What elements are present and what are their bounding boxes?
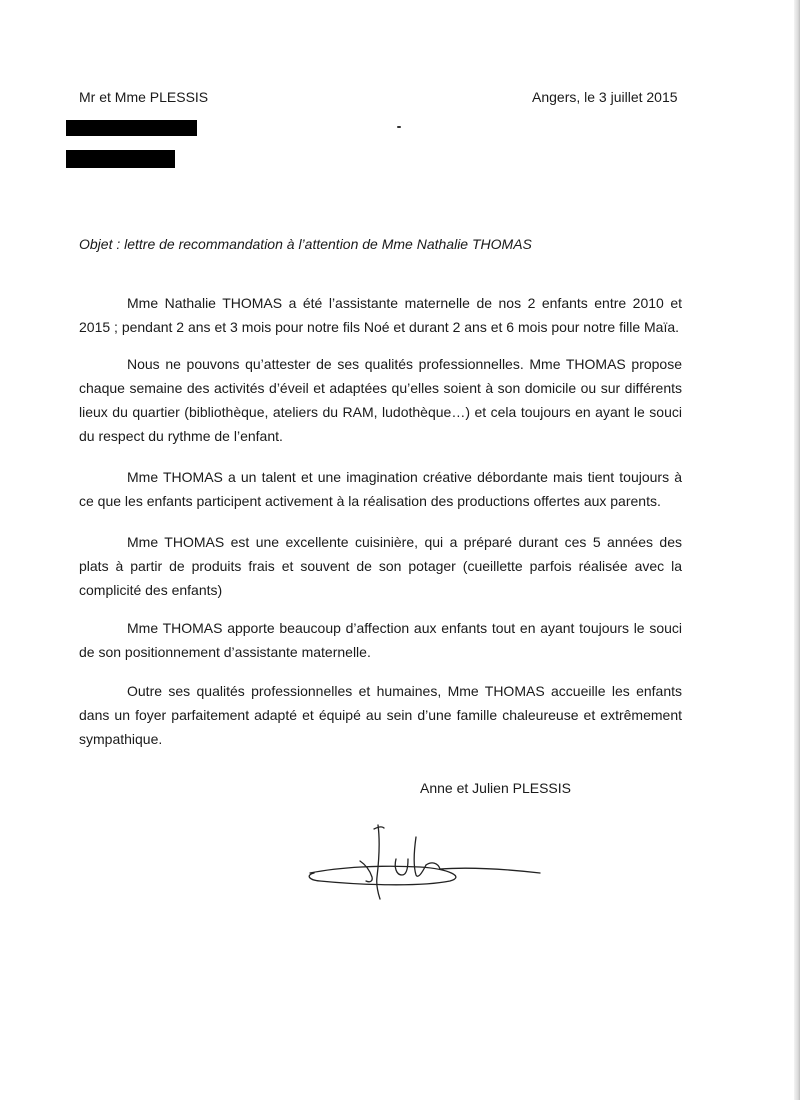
letter-subject: Objet : lettre de recommandation à l’attention de Mme Nathalie THOMAS — [79, 236, 532, 252]
handwritten-signature — [300, 815, 550, 905]
body-paragraph-6: Outre ses qualités professionnelles et humaines, Mme THOMAS accueille les enfants dans un foyer parfaitement adapté et équipé au sein d’une famille chaleureuse et extrêmement sympathique. — [79, 683, 682, 747]
place-and-date: Angers, le 3 juillet 2015 — [532, 89, 678, 105]
body-paragraph-1: Mme Nathalie THOMAS a été l’assistante maternelle de nos 2 enfants entre 2010 et 2015 ; pendant 2 ans et 3 mois pour notre fils Noé et durant 2 ans et 6 mois pour notre fille Maïa. — [79, 295, 682, 335]
sender-name: Mr et Mme PLESSIS — [79, 89, 209, 105]
body-paragraph-4: Mme THOMAS est une excellente cuisinière, qui a préparé durant ces 5 années des plats à partir de produits frais et souvent de son potager (cueillette parfois réalisée avec la complicité des enfants) — [79, 534, 682, 598]
signer-name: Anne et Julien PLESSIS — [420, 780, 571, 796]
redacted-address-line-1 — [66, 120, 197, 136]
body-paragraph-2: Nous ne pouvons qu’attester de ses qualités professionnelles. Mme THOMAS propose chaque semaine des activités d’éveil et adaptées qu’elles soient à son domicile ou sur différents lieux du quartier (bibliothèque, ateliers du RAM, ludothèque…) et cela toujours en ayant le souci du respect du rythme de l’enfant. — [79, 356, 682, 444]
body-paragraph-5: Mme THOMAS apporte beaucoup d’affection aux enfants tout en ayant toujours le souci de son positionnement d’assistante maternelle. — [79, 620, 682, 660]
scan-speck — [397, 126, 401, 128]
redacted-address-line-2 — [66, 150, 175, 168]
scan-edge — [794, 0, 800, 1100]
body-paragraph-3: Mme THOMAS a un talent et une imagination créative débordante mais tient toujours à ce que les enfants participent activement à la réalisation des productions offertes aux parents. — [79, 469, 682, 509]
